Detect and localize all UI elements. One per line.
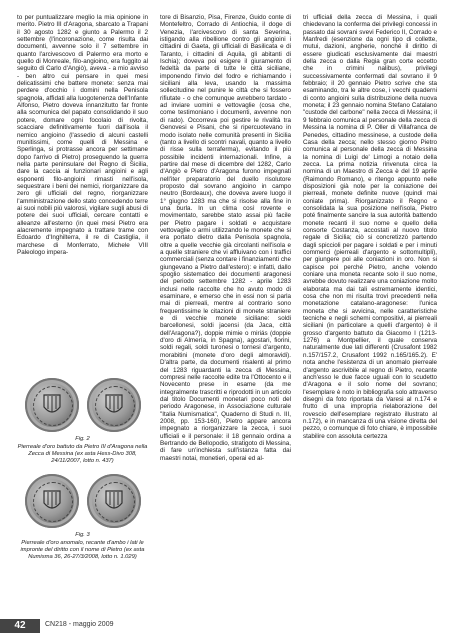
figure-caption — [17, 436, 148, 465]
coin-obverse-image — [25, 474, 79, 528]
figure-3 — [17, 472, 148, 561]
figure-number: Fig. 3 — [75, 532, 90, 538]
page-number: 42 — [0, 619, 40, 633]
figure-number: Fig. 2 — [75, 436, 90, 442]
coin-obverse-image — [25, 378, 79, 432]
article-text: tore di Bisanzio, Pisa, Firenze, Guido conte di Montefeltro, Corrado di Antiochia, il doge di Venezia, l'arcivescovo di santa Severina, istigando alla ribellione contro gli angioini i cittadini di Gaeta, gli ufficiali di Basilicata e di Taranto, i cittadini di Aquila, gli abitanti di Ischia); doveva poi esigere il giuramento di fedeltà da parte di tutte le città siciliane, imponendo l'invio del fodro e richiamando i siciliani alla leva, usando la massima sollecitudine nel punire le città che si fossero rifiutate - o che comunque avrebbero tardato - ad inviare uomini e vettovaglie (cosa che, come testimoniano i documenti, avvenne non di rado). Occorreva poi gestire le rivalità tra Genovesi e Pisani, che si ripercuotevano in modo isolato nelle comunità presenti in Sicilia (tanto a livello di scontri navali, quanto a livello di risse sulla terraferma), evitando il più possibile incidenti internazionali. Infine, a partire dal mese di dicembre del 1282, Carlo d'Angiò e Pietro d'Aragona furono impegnati nell'iter preparatorio del duello risolutore proposto dal sovrano angioino in campo neutro (Bordeaux), che doveva avere luogo il 1° giugno 1283 ma che si risolse alla fine in una burla. In un clima così rovente e movimentato, sarebbe stato assai più facile per Pietro pagare i soldati e acquistare vettovaglie o armi utilizzando le monete che si era portato dietro dalla Penisola spagnola, oltre a quelle vecchie già circolanti nell'isola e a quelle straniere che vi affluivano con i traffici commerciali (senza contare i finanziamenti che giungevano a Pietro dall'estero): e infatti, dallo spoglio sistematico dei documenti aragonesi del periodo settembre 1282 - aprile 1283 inclusi nelle raccolte che ho avuto modo di esaminare, e emerso che in essi non si parla mai di pierreali, mentre al contrario sono frequentissime le citazioni di monete straniere e di vecchie monete siciliane: soldi barcellonesi, soldi jacensi (da Jaca, città dell'Aragona?), doppie mimie o miriás (doppie d'oro di Almería, in Spagna), agostari, fiorini, soldi regali, soldi turonesi o tornesi d'argento, morabitini (monete d'oro degli almoravidi). D'altra parte, da documenti risalenti al primo del 1283 riguardanti la zecca di Messina, compresi nelle raccolte edite tra l'Ottocento e il Novecento prese in esame (da me integralmente trascritti e riprodotti in un articolo dal titolo Documenti monetari poco noti del periodo Aragonese, in Associazione culturale "Italia Numismatica", Quaderno di Studi n. III, 2008, pp. 153-160), Pietro appare ancora impegnato a riorganizzare la zecca, i suoi ufficiali e il personale: il 18 gennaio ordina a Bertrando de Bellopodio, stratigoto di Messina, di fare un'inchiesta sull'istanza fatta dai maestri notai, monetieri, operai ed al- — [160, 14, 291, 462]
coin-obverse-duplicate-image — [87, 474, 141, 528]
text-column-2 — [160, 14, 291, 609]
article-text: to per puntualizzare meglio la mia opinione in merito. Pietro III d'Aragona, sbarcato a Trapani il 30 agosto 1282 e giunto a Palermo il 2 settembre (l'incoronazione, come risulta dai documenti, avvenne solo il 7 settembre in quanto l'arcivescovo di Palermo era morto e quello di Monreale, filo-angioino, era fuggito al seguito di Carlo d'Angiò), aveva - a mio avviso - ben altro cui pensare in quei mesi delicatissimi che battere monete: senza mai perdere d'occhio i domini nella Penisola spagnola, affidati alla luogotenenza dell'Infante Alfonso, Pietro doveva innanzitutto far fronte alla scomunica del papato consolidando il suo potere, domare ogni focolaio di rivolta, scacciare definitivamente fuori dall'isola il nemico angioino (l'assedio di alcuni castelli munitissimi, come quelli di Messina e Sperlinga, si protrasse ancora per settimane dopo l'arrivo di Pietro) proseguendo la guerra nella parte peninsulare del Regno di Sicilia, dare la caccia ai funzionari angioini e agli esponenti filo-angioini rimasti nell'isola, sequestrare i beni dei nemici, riorganizzare da zero gli ufficiali del regno, riorganizzare l'amministrazione dello stato concedendo terre ai suoi nobili più valorosi, vigilare sugli abusi di potere dei suoi ufficiali, cercare contatti e alleanze all'esterno (in quei mesi Pietro era alacremente impegnato a trattare trame con Edoardo d'Inghilterra, il re di Castiglia, il marchese di Monferrato, Michele VIII Paleologo impera- — [17, 14, 148, 256]
issue-label: CN218 - maggio 2009 — [45, 621, 114, 628]
figure-2 — [17, 376, 148, 465]
article-text: tri ufficiali della zecca di Messina, i quali chiedevano la conferma dei privilegi concessi in passato dai sovrani svevi Federico II, Corrado e Manfredi (esenzione da ogni tipo di collette, mutui, dazioni, angherie, nonché il diritto di essere giudicati esclusivamente dai maestri della zecca o dalla Regia gran corte eccetto che in crimini nalibus), privilegi successivamente confermati dal sovrano il 9 febbraio; il 20 gennaio Pietro scrive che sta esaminando, tra le altre cose, i vecchi quaderni di conto angioini sulla distribuzione della nuova moneta; il 23 gennaio nomina Stefano Catalano "custode del carbone" nella zecca di Messina; il 9 febbraio comunica al personale della zecca di Messina la nomina di P. Oller di Villafranca de Penedes, cittadino messinese, a custode della Casa della zecca; nello stesso giorno Pietro comunica al personale della zecca di Messina la nomina di Luigi de' Limogi a notaio della zecca. La prima notizia rinvenuta circa la nomina di un Maestro di Zecca è del 19 aprile (Raimondo Romano), e ritengo appunto nelle disposizioni già note per la coniazione dei pierreali, monete definite nuove (quindi mai coniate prima). Riorganizzato il Regno e consolidata la sua posizione nell'isola, Pietro poté finalmente sancire la sua autorità battendo monete recanti il suo nome e quello della consorte Costanza, accostati al nuovo titolo regale di Sicilia; ciò si concretizzò partendo dagli spiccioli per pagare i soldati e per i minuti commerci (pierreali d'argento e sottomultipli), per giungere poi alle coniazioni in oro. Non si capisce poi perché Pietro, anche volendo coniare una moneta recante solo il suo nome, avrebbe dovuto realizzare una coniazione molto elaborata ma dai tali estremamente identici, cosa che non mi risulta trovi precedenti nella monetazione catalano-aragonese: l'unica moneta che si avvicina, nelle caratteristiche tecniche e negli schemi compositivi, ai pierreali siciliani (in particolare a quelli d'argento) è il grosso d'argento battuto da Giacomo I (1213-1276) a Montpellier, il quale conserva naturalmente due lati differenti (Crusafont 1982 n.157/157.2, Crusafont 1992 n.165/165.2). E' nota anche l'esistenza di un anomalo pierreale d'argento ascrivibile al regno di Pietro, recante anch'esso le due facce uguali con lo scudetto d'Aragona e il solo nome del sovrano; l'esemplare è noto in bibliografia solo attraverso disegni da foto riportata da Varesi al n.174 e frutto di una impropria rielaborazione del rovescio dell'esemplare registrato illustrato al n.172), e in mancanza di una visione diretta del pezzo, o comunque di foto chiare, è impossibile stabilire con assoluta certezza — [303, 14, 437, 440]
text-column-3 — [303, 14, 437, 609]
page-footer — [0, 619, 462, 635]
figure-caption — [17, 532, 148, 561]
coin-reverse-image — [87, 378, 141, 432]
figure-caption-text: Pierreale d'oro anomalo, recante d'ambo i lati le impronte del diritto con il nome di Pietro (ex asta Numisma 36, 26-27/3/2008, lotto n. 1.029) — [20, 539, 145, 560]
coin-pair — [17, 376, 148, 434]
figure-caption-text: Pierreale d'oro battuto da Pietro III d'Aragona nella Zecca di Messina (ex asta Hess-Divo 308, 24/11/2007, lotto n. 437) — [17, 443, 148, 464]
coin-pair — [17, 472, 148, 530]
